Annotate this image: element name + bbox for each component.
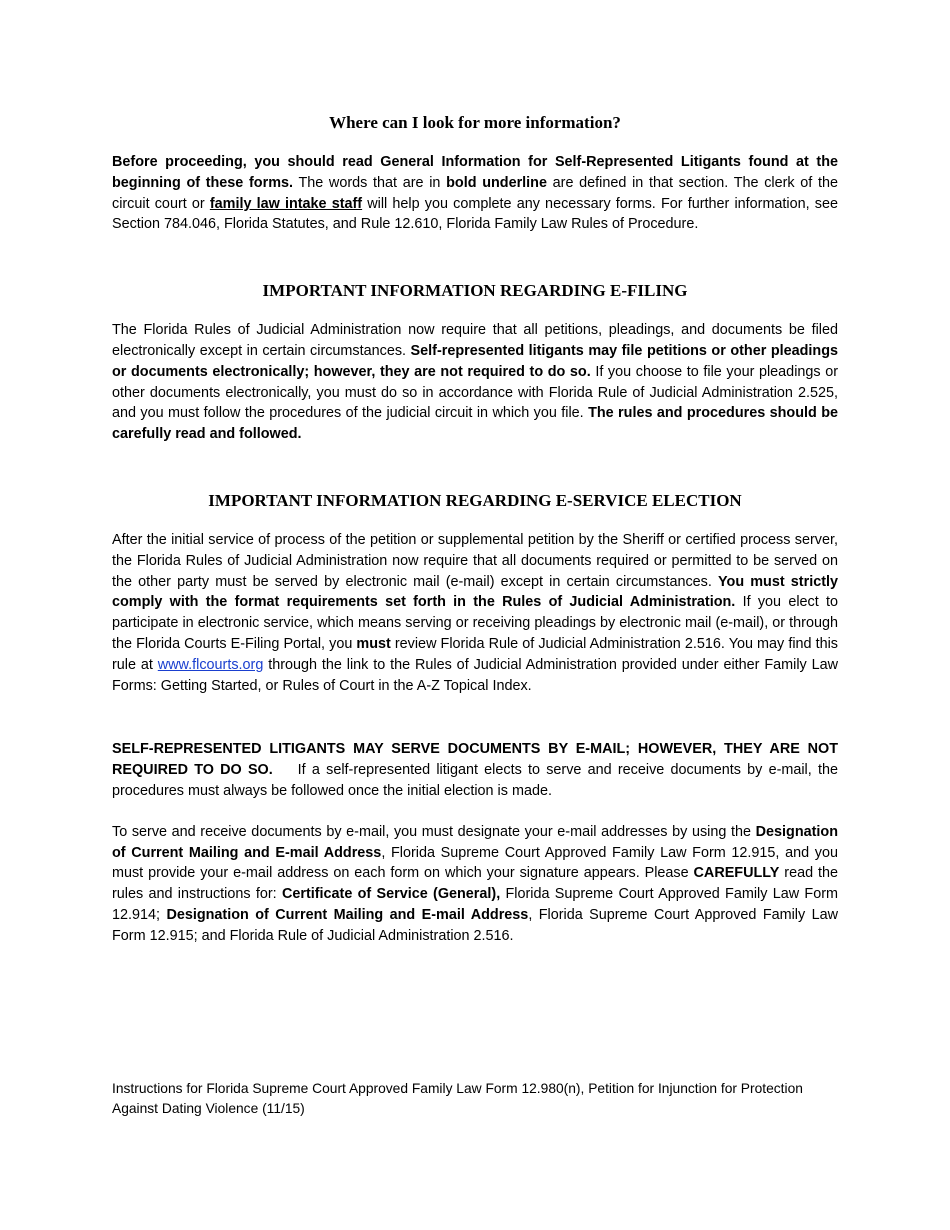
page-footer: [112, 1079, 852, 1119]
certificate-of-service-name: Certificate of Service (General),: [281, 886, 501, 903]
designation-form-name-2: Designation of Current Mailing and E-mail Address: [166, 906, 529, 923]
text-run: review Florida Rule of Judicial Administration 2.516. You may find this rule at: [112, 635, 838, 673]
text-run: The words that are in: [293, 174, 447, 191]
email-service-bold-notice: SELF-REPRESENTED LITIGANTS MAY SERVE DOCUMENTS BY E-MAIL; HOWEVER, THEY ARE NOT REQUIRED TO DO SO.: [112, 741, 842, 779]
eservice-bold-must: must: [356, 635, 391, 652]
eservice-paragraph: [112, 530, 838, 696]
carefully-emphasis: CAREFULLY: [693, 865, 780, 882]
designation-form-name: Designation of Current Mailing and E-mail Address: [112, 823, 838, 861]
efiling-bold-rules: The rules and procedures should be carefully read and followed.: [112, 405, 838, 443]
text-run: read the rules and instructions for:: [112, 865, 838, 903]
efiling-bold-notice: Self-represented litigants may file petitions or other pleadings or documents electronically; however, they are not required to do so.: [112, 342, 838, 380]
designation-paragraph: [112, 822, 838, 947]
more-info-heading: Where can I look for more information?: [329, 113, 621, 132]
text-run: will help you complete any necessary forms. For further information, see Section 784.046, Florida Statutes, and Rule 12.610, Florida Family Law Rules of Procedure.: [112, 195, 838, 233]
text-run: After the initial service of process of the petition or supplemental petition by the Sheriff or certified process server, the Florida Rules of Judicial Administration now require that all documents required or permitted to be served on the other party must be served by electronic mail (e-mail) except in certain circumstances.: [112, 531, 838, 590]
text-run: If you elect to participate in electronic service, which means serving or receiving pleadings by electronic mail (e-mail), or through the Florida Courts E-Filing Portal, you: [112, 594, 838, 652]
eservice-heading: IMPORTANT INFORMATION REGARDING E-SERVICE ELECTION: [208, 490, 742, 510]
text-run: , Florida Supreme Court Approved Family Law Form 12.915; and Florida Rule of Judicial Administration 2.516.: [112, 906, 839, 944]
text-run: are defined in that section. The clerk of the circuit court or: [112, 174, 838, 212]
self-represented-notice: Before proceeding, you should read General Information for Self-Represented Litigants found at the beginning of these forms.: [112, 154, 838, 191]
efiling-paragraph: [112, 320, 838, 445]
text-run: through the link to the Rules of Judicial Administration provided under either Family Law Forms: Getting Started, or Rules of Court in the A-Z Topical Index.: [112, 656, 838, 694]
text-run: The Florida Rules of Judicial Administration now require that all petitions, pleadings, and documents be filed electronically except in certain circumstances.: [112, 322, 838, 359]
text-run: If you choose to file your pleadings or other documents electronically, you must do so in accordance with Florida Rule of Judicial Administration 2.525, and you must follow the procedures of the judicial circuit in which you file.: [112, 363, 838, 422]
text-run: To serve and receive documents by e-mail, you must designate your e-mail addresses by using the: [112, 823, 756, 840]
footer-line-2: Against Dating Violence (11/15): [112, 1101, 305, 1116]
document-page: [112, 110, 842, 947]
footer-line-1: Instructions for Florida Supreme Court Approved Family Law Form 12.980(n), Petition for Injunction for Protection: [112, 1081, 803, 1096]
flcourts-link[interactable]: www.flcourts.org: [157, 656, 264, 673]
efiling-heading: IMPORTANT INFORMATION REGARDING E-FILING: [262, 281, 688, 301]
text-run: If a self-represented litigant elects to serve and receive documents by e-mail, the procedures must always be followed once the initial election is made.: [112, 762, 842, 799]
family-law-intake-staff-term: family law intake staff: [209, 195, 363, 212]
eservice-bold-requirement: You must strictly comply with the format requirements set forth in the Rules of Judicial Administration.: [112, 573, 838, 611]
text-run: , Florida Supreme Court Approved Family Law Form 12.915, and you must provide your e-mail address on each form on which your signature appears. Please: [112, 844, 838, 882]
email-service-paragraph: [112, 739, 842, 801]
text-run: Florida Supreme Court Approved Family Law Form 12.914;: [112, 886, 838, 923]
bold-underline-term: bold underline: [446, 174, 547, 191]
more-info-paragraph: [112, 152, 838, 235]
